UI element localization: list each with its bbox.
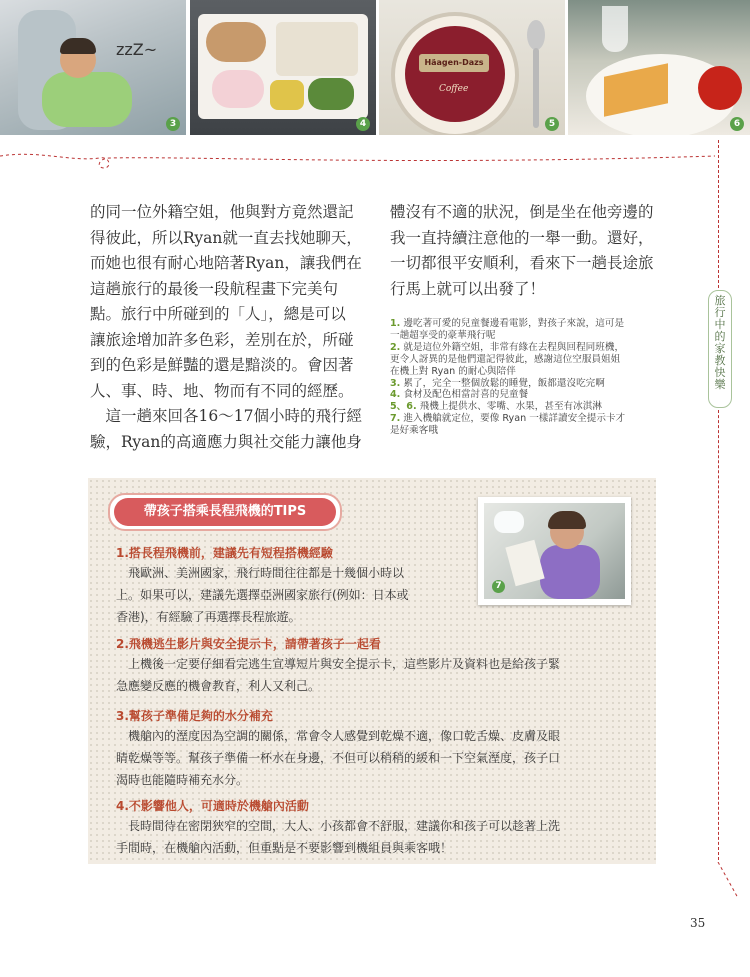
photo-number-badge: 6 [730, 117, 744, 131]
body-line: 這一趟來回各16～17個小時的飛行經 [90, 407, 362, 425]
caption-number: 7. [390, 413, 401, 425]
caption-item [390, 389, 690, 401]
tip-heading: 4.不影響他人，可適時於機艙內活動 [116, 799, 309, 813]
tip-line: 上機後一定要仔細看完逃生宣導短片與安全提示卡，這些影片及資料也是給孩子緊 [116, 657, 561, 671]
body-line: 行馬上就可以出發了！ [390, 279, 546, 298]
caption-item [390, 318, 690, 342]
side-tab-char: 的 [714, 330, 726, 343]
page-number: 35 [690, 916, 706, 930]
chapter-side-tab [708, 290, 732, 408]
photo-kids-meal [190, 0, 376, 135]
tip-line: 飛歐洲、美洲國家，飛行時間往往都是十幾個小時以 [116, 566, 405, 580]
child-hair-shape [548, 511, 586, 529]
photo-number-badge: 7 [492, 580, 505, 593]
tips-title: 帶孩子搭乘長程飛機的TIPS [114, 498, 336, 526]
body-line: 我一直持續注意他的一舉一動。還好， [390, 228, 654, 247]
food-item-shape [206, 22, 266, 62]
right-dashed-border-lower [718, 400, 719, 860]
spoon-shape [527, 20, 545, 50]
caption-line: 進入機艙就定位，要像 Ryan 一樣詳讀安全提示卡才 [403, 413, 626, 425]
caption-line: 飛機上提供水、零嘴、水果，甚至有冰淇淋 [419, 401, 602, 413]
tip-line: 渴時也能隨時補充水分。 [116, 773, 249, 787]
photo-image [484, 503, 625, 599]
caption-item [390, 413, 690, 437]
caption-line: 累了，完全一整個放鬆的睡覺，飯都還沒吃完啊 [403, 377, 605, 389]
tip-line: 睛乾燥等等。幫孩子準備一杯水在身邊，不但可以稍稍的緩和一下空氣溼度，孩子口 [116, 751, 561, 765]
caption-item [390, 401, 690, 413]
ice-cream-lid-shape [405, 26, 505, 122]
side-tab-char: 中 [714, 318, 726, 331]
safety-card-shape [505, 540, 544, 586]
body-line: 讓旅途增加許多色彩，差別在於，所碰 [90, 330, 354, 349]
photo-sleeping-child [0, 0, 186, 135]
body-line: 體沒有不適的狀況，倒是坐在他旁邊的 [390, 203, 654, 221]
body-line: 點。旅行中所碰到的「人」，總是可以 [90, 305, 346, 323]
tip-line: 長時間待在密閉狹窄的空間，大人、小孩都會不舒服，建議你和孩子可以趁著上洗 [116, 819, 561, 833]
sleep-zzz-text: zzZ~ [116, 40, 158, 59]
child-body-shape [42, 72, 132, 127]
caption-number: 5、6. [390, 401, 417, 413]
food-item-shape [308, 78, 354, 110]
tips-title-pill [108, 493, 342, 531]
caption-number: 3. [390, 377, 401, 389]
side-tab-char: 家 [714, 342, 726, 355]
caption-line: 食材及配色相當討喜的兒童餐 [403, 389, 529, 401]
tip-paragraph [116, 815, 560, 859]
food-item-shape [270, 80, 304, 110]
photo-number-badge: 3 [166, 117, 180, 131]
body-line: 一切都很平安順利，看來下一趟長途旅 [390, 254, 654, 272]
side-tab-char: 樂 [714, 378, 726, 391]
tip-line: 機艙內的溼度因為空調的關係，常會令人感覺到乾燥不適，像口乾舌燥、皮膚及眼 [116, 729, 561, 743]
body-line: 得彼此，所以Ryan就一直去找她聊天， [90, 228, 362, 247]
caption-number: 4. [390, 389, 401, 401]
body-text-right-column [390, 200, 690, 302]
body-line: 的同一位外籍空姐，他與對方竟然還記 [90, 203, 354, 221]
photo-captions [390, 318, 690, 437]
photo-number-badge: 5 [545, 117, 559, 131]
side-tab-char: 教 [714, 354, 726, 367]
body-line: 這趟旅行的最後一段航程畫下完美句 [90, 279, 339, 298]
body-line: 而她也很有耐心地陪著Ryan，讓我們在 [90, 254, 362, 272]
child-body-shape [540, 545, 600, 599]
child-hair-shape [60, 38, 96, 54]
caption-line: 就是這位外籍空姐，非常有緣在去程與回程同班機， [403, 341, 625, 353]
caption-number: 1. [390, 318, 401, 329]
tip-line: 上。如果可以，建議先選擇亞洲國家旅行(例如：日本或 [116, 588, 409, 602]
tip-paragraph [116, 653, 560, 697]
right-dashed-border [718, 140, 719, 288]
tip-line: 急應變反應的機會教育，利人又利己。 [116, 679, 321, 693]
airplane-window-shape [494, 511, 524, 533]
tip-line: 香港)，有經驗了再選擇長程旅遊。 [116, 610, 301, 624]
photo-child-safety-card [478, 497, 631, 605]
tip-paragraph [116, 725, 560, 791]
photo-ice-cream [379, 0, 565, 135]
side-tab-char: 旅 [714, 294, 726, 307]
tip-paragraph [116, 562, 409, 628]
photo-strip [0, 0, 750, 135]
tip-heading: 2.飛機逃生影片與安全提示卡，請帶著孩子一起看 [116, 637, 381, 651]
wavy-dashed-border [0, 148, 750, 188]
side-tab-char: 快 [714, 366, 726, 379]
apple-shape [698, 66, 742, 110]
tip-heading: 3.幫孩子準備足夠的水分補充 [116, 709, 273, 723]
body-line: 人、事、時、地、物而有不同的經歷。 [90, 381, 354, 400]
corner-dashed-border [680, 862, 740, 902]
spoon-handle-shape [533, 48, 539, 128]
water-glass-shape [602, 6, 628, 52]
food-item-shape [276, 22, 358, 76]
body-line: 到的色彩是鮮豔的還是黯淡的。會因著 [90, 356, 354, 374]
food-item-shape [212, 70, 264, 108]
side-tab-char: 行 [714, 306, 726, 319]
tip-line: 手間時，在機艙內活動，但重點是不要影響到機組員與乘客哦！ [116, 841, 453, 855]
caption-item [390, 378, 690, 390]
ice-cream-flavor-label: Coffee [439, 84, 469, 94]
caption-line: 在機上對 Ryan 的耐心與陪伴 [390, 365, 516, 377]
tip-heading: 1.搭長程飛機前，建議先有短程搭機經驗 [116, 546, 333, 560]
photo-snacks [568, 0, 750, 135]
caption-number: 2. [390, 341, 401, 353]
caption-line: 邊吃著可愛的兒童餐邊看電影，對孩子來說，這可是 [403, 318, 625, 329]
ice-cream-brand-label: Häagen-Dazs [419, 54, 489, 72]
caption-item [390, 342, 690, 378]
caption-line: 一趟超享受的豪華飛行呢 [390, 329, 496, 341]
body-text-left-column [90, 200, 376, 455]
caption-line: 是好乘客哦 [390, 425, 438, 437]
photo-number-badge: 4 [356, 117, 370, 131]
caption-line: 更令人訝異的是他們還記得彼此，感謝這位空服員姐姐 [390, 353, 621, 365]
body-line: 驗，Ryan的高適應力與社交能力讓他身 [90, 432, 362, 451]
